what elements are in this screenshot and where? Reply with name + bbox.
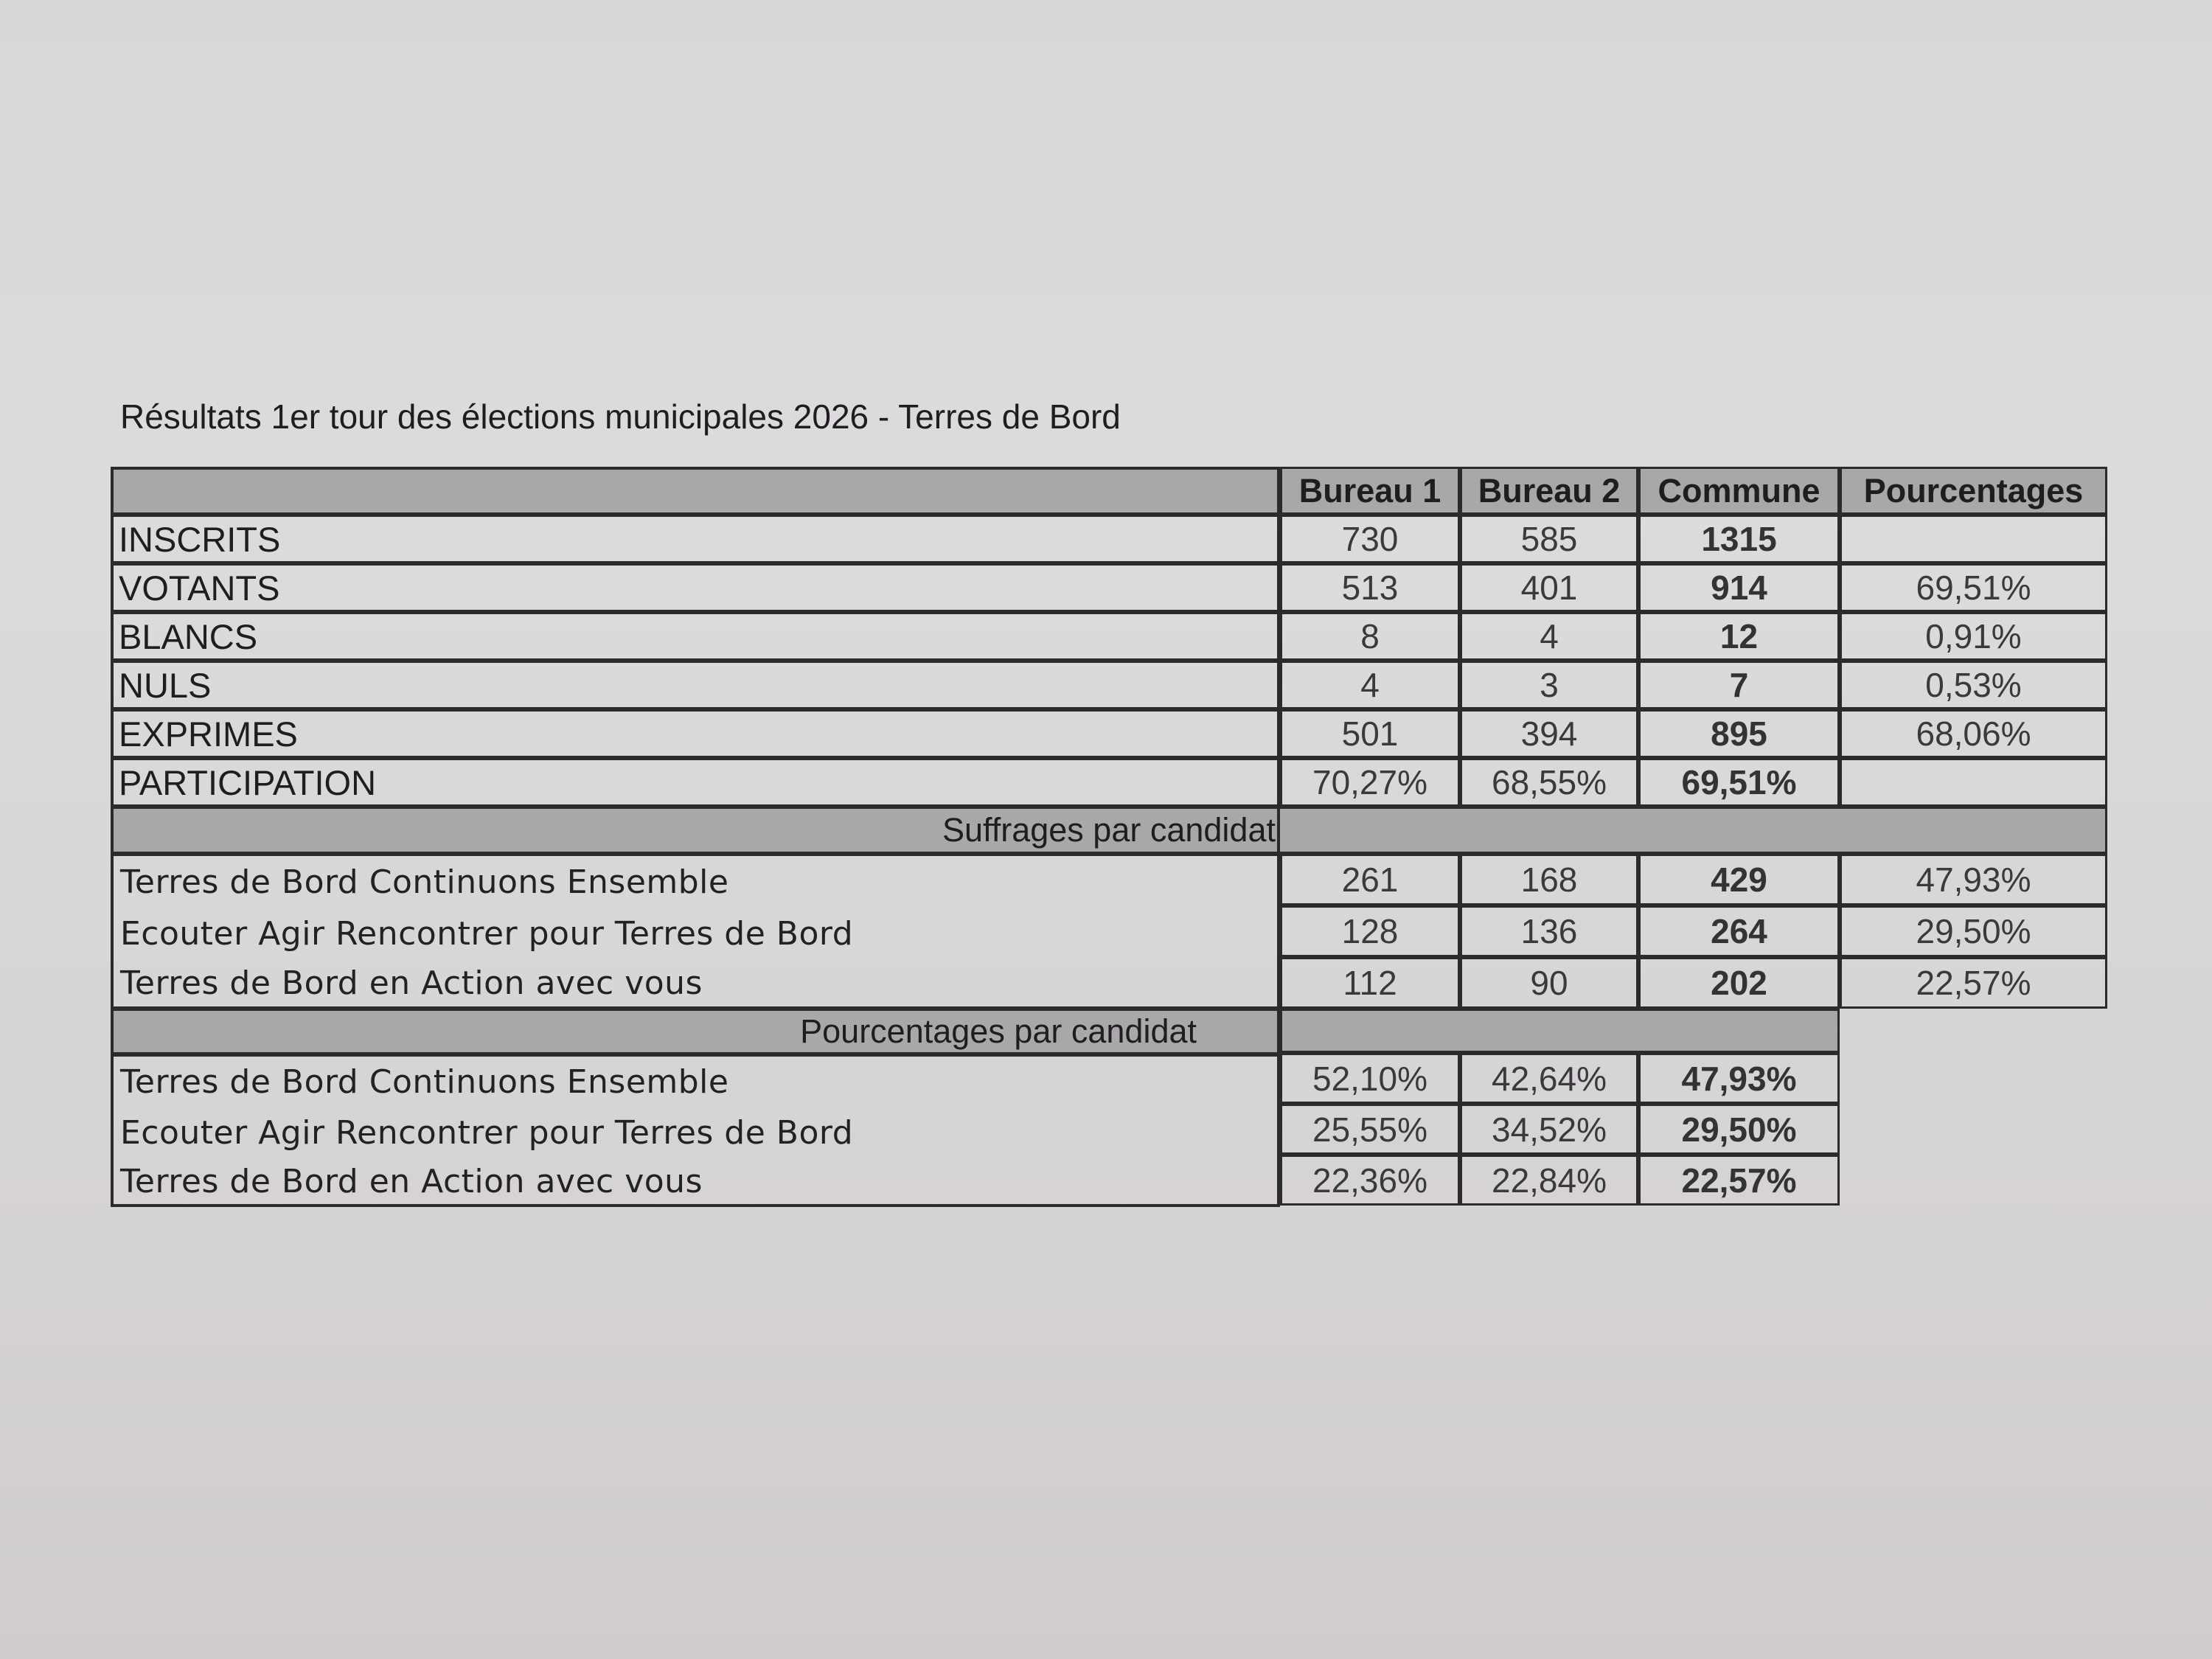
candidate-label: Terres de Bord en Action avec vous	[111, 1156, 1280, 1207]
row-label: NULS	[111, 661, 1280, 709]
pourcentage-value	[1840, 515, 2107, 563]
candidate-label: Terres de Bord Continuons Ensemble	[111, 1054, 1280, 1105]
candidate-label: Ecouter Agir Rencontrer pour Terres de Bord	[111, 1105, 1280, 1156]
bureau-1-value: 8	[1280, 612, 1460, 661]
bureau-1-value: 4	[1280, 661, 1460, 709]
candidate-label: Ecouter Agir Rencontrer pour Terres de Bord	[111, 905, 1280, 957]
bureau-1-votes: 112	[1280, 957, 1460, 1009]
bureau-2-votes: 168	[1460, 854, 1638, 905]
bureau-1-pourcentage: 25,55%	[1280, 1104, 1460, 1155]
commune-value: 12	[1638, 612, 1840, 661]
bureau-2-pourcentage: 42,64%	[1460, 1053, 1638, 1104]
commune-votes: 202	[1638, 957, 1840, 1009]
bureau-1-votes: 128	[1280, 905, 1460, 957]
pourcentage-value: 68,06%	[1840, 709, 2107, 758]
commune-value: 1315	[1638, 515, 1840, 563]
header-commune: Commune	[1638, 467, 1840, 515]
candidate-pourcentage: 47,93%	[1840, 854, 2107, 905]
bureau-1-votes: 261	[1280, 854, 1460, 905]
row-label: INSCRITS	[111, 515, 1280, 563]
section-pourcentages-band	[1280, 1009, 1840, 1053]
bureau-2-votes: 136	[1460, 905, 1638, 957]
bureau-2-value: 68,55%	[1460, 758, 1638, 807]
pourcentage-value: 69,51%	[1840, 563, 2107, 612]
bureau-1-value: 501	[1280, 709, 1460, 758]
document-title: Résultats 1er tour des élections municipales 2026 - Terres de Bord	[120, 397, 1121, 436]
candidate-pourcentage: 29,50%	[1840, 905, 2107, 957]
candidate-pourcentage: 22,57%	[1840, 957, 2107, 1009]
bureau-1-value: 730	[1280, 515, 1460, 563]
header-blank-cell	[111, 467, 1280, 515]
header-bureau-1: Bureau 1	[1280, 467, 1460, 515]
header-pourcentages: Pourcentages	[1840, 467, 2107, 515]
row-label: BLANCS	[111, 612, 1280, 661]
commune-votes: 264	[1638, 905, 1840, 957]
commune-value: 69,51%	[1638, 758, 1840, 807]
header-bureau-2: Bureau 2	[1460, 467, 1638, 515]
bureau-2-value: 3	[1460, 661, 1638, 709]
bureau-2-pourcentage: 22,84%	[1460, 1155, 1638, 1206]
candidate-label: Terres de Bord en Action avec vous	[111, 957, 1280, 1009]
bureau-2-value: 585	[1460, 515, 1638, 563]
row-label: VOTANTS	[111, 563, 1280, 612]
bureau-2-value: 401	[1460, 563, 1638, 612]
bureau-1-value: 70,27%	[1280, 758, 1460, 807]
pourcentage-value	[1840, 758, 2107, 807]
commune-value: 7	[1638, 661, 1840, 709]
section-pourcentages-heading: Pourcentages par candidat	[111, 1009, 1280, 1054]
bureau-2-pourcentage: 34,52%	[1460, 1104, 1638, 1155]
bureau-1-value: 513	[1280, 563, 1460, 612]
commune-pourcentage: 47,93%	[1638, 1053, 1840, 1104]
pourcentage-value: 0,91%	[1840, 612, 2107, 661]
section-suffrages-heading: Suffrages par candidat	[111, 807, 2107, 854]
row-label: PARTICIPATION	[111, 758, 1280, 807]
commune-votes: 429	[1638, 854, 1840, 905]
bureau-2-value: 4	[1460, 612, 1638, 661]
commune-pourcentage: 22,57%	[1638, 1155, 1840, 1206]
bureau-1-pourcentage: 22,36%	[1280, 1155, 1460, 1206]
commune-value: 895	[1638, 709, 1840, 758]
bureau-2-value: 394	[1460, 709, 1638, 758]
pourcentage-value: 0,53%	[1840, 661, 2107, 709]
commune-value: 914	[1638, 563, 1840, 612]
commune-pourcentage: 29,50%	[1638, 1104, 1840, 1155]
row-label: EXPRIMES	[111, 709, 1280, 758]
candidate-label: Terres de Bord Continuons Ensemble	[111, 854, 1280, 905]
bureau-2-votes: 90	[1460, 957, 1638, 1009]
bureau-1-pourcentage: 52,10%	[1280, 1053, 1460, 1104]
